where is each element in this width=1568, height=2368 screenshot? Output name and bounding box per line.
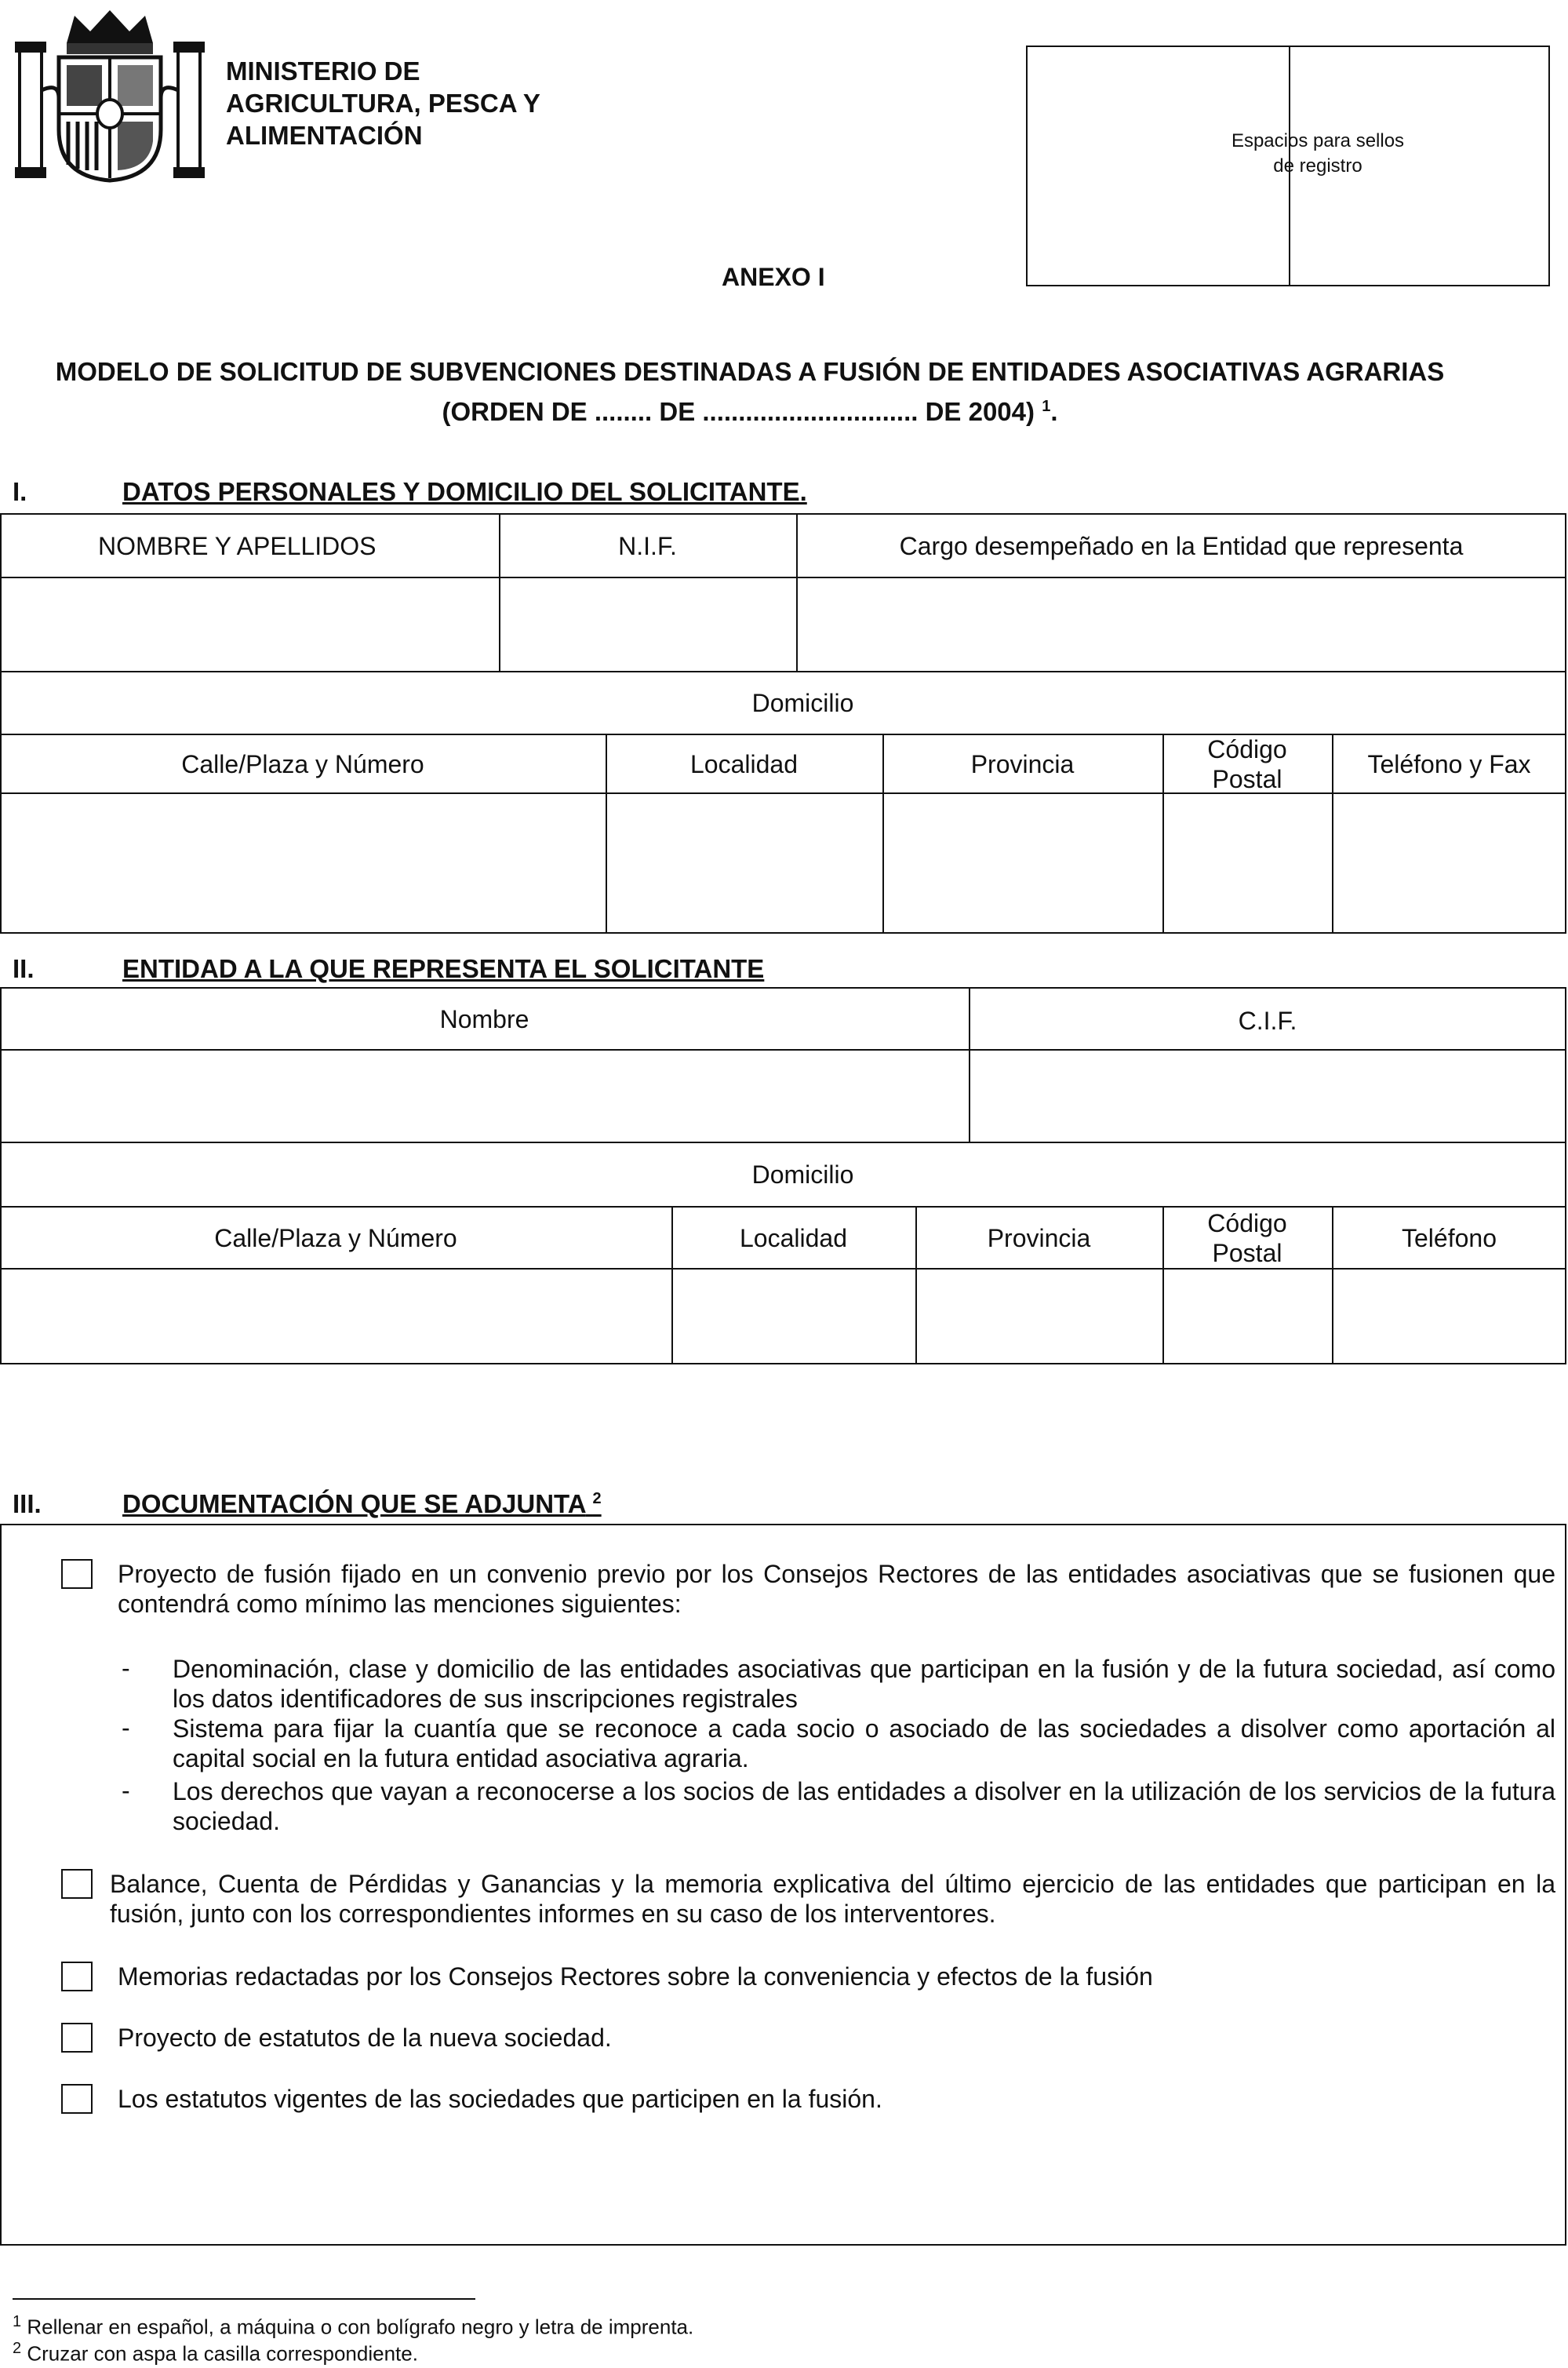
- s2-header-localidad: Localidad: [740, 1223, 847, 1252]
- section-1-title: DATOS PERSONALES Y DOMICILIO DEL SOLICITANTE.: [122, 477, 807, 506]
- footnote-ref-2: 2: [592, 1490, 602, 1507]
- sub-item-dash-2: -: [122, 1714, 130, 1742]
- footnote-ref-1: 1: [1042, 398, 1051, 415]
- s2-header-calle: Calle/Plaza y Número: [214, 1223, 457, 1252]
- item-balance: Balance, Cuenta de Pérdidas y Ganancias y la memoria explicativa del último ejercicio de las entidades que participan en la fusión, junto con los correspondientes informes en su caso de los interventores.: [110, 1870, 1555, 1928]
- footnote-2: $^2$ Cruzar con aspa la casilla correspondiente.: [13, 2340, 418, 2366]
- s1-header-telefono-fax: Teléfono y Fax: [1367, 749, 1531, 778]
- s1-header-nif: N.I.F.: [618, 531, 677, 560]
- ministry-line-1: MINISTERIO DE: [226, 56, 420, 86]
- s1-input-telefono-fax[interactable]: [1333, 794, 1565, 932]
- s2-header-nombre: Nombre: [439, 1004, 529, 1033]
- s2-input-calle[interactable]: [2, 1270, 670, 1363]
- s2-input-localidad[interactable]: [673, 1270, 914, 1363]
- form-title-line-1: MODELO DE SOLICITUD DE SUBVENCIONES DESTINADAS A FUSIÓN DE ENTIDADES ASOCIATIVAS AGRARIAS: [55, 357, 1445, 386]
- s1-input-provincia[interactable]: [884, 794, 1161, 932]
- item-proyecto-fusion: Proyecto de fusión fijado en un convenio previo por los Consejos Rectores de las entidades asociativas que se fusionen que contendrá como mínimo las menciones siguientes:: [118, 1560, 1555, 1618]
- footnote-1: $^1$ Rellenar en español, a máquina o con bolígrafo negro y letra de imprenta.: [13, 2313, 694, 2339]
- s1-domicilio-label: Domicilio: [751, 689, 854, 717]
- s1-header-codigo-postal: Código Postal: [1207, 734, 1287, 793]
- s1-input-localidad[interactable]: [607, 794, 881, 932]
- s1-header-name: NOMBRE Y APELLIDOS: [98, 531, 377, 560]
- coat-of-arms-logo: [12, 4, 208, 184]
- section-2-heading: [13, 954, 954, 985]
- s2-input-nombre[interactable]: [2, 1051, 967, 1140]
- sub-item-sistema: Sistema para fijar la cuantía que se reconoce a cada socio o asociado de las sociedades a disolver como aportación al capital social en la futura entidad asociativa agraria.: [173, 1714, 1555, 1772]
- s1-input-nif[interactable]: [500, 578, 795, 669]
- s2-input-cif[interactable]: [970, 1051, 1565, 1140]
- ministry-line-2: AGRICULTURA, PESCA Y: [226, 89, 540, 118]
- form-title-line-2: (ORDEN DE ........ DE .............................. DE 2004) $^1$.: [442, 397, 1058, 426]
- s1-header-localidad: Localidad: [690, 749, 798, 778]
- checkbox-memorias[interactable]: [61, 1962, 93, 1991]
- sub-item-dash-3: -: [122, 1776, 130, 1805]
- footnote-separator: [13, 2298, 475, 2300]
- s1-input-name[interactable]: [2, 578, 497, 669]
- section-1-heading: [13, 477, 954, 508]
- sub-item-dash-1: -: [122, 1654, 130, 1682]
- section-2-number: II.: [13, 954, 35, 983]
- item-estatutos-vigentes: Los estatutos vigentes de las sociedades que participen en la fusión.: [118, 2085, 882, 2113]
- s1-header-provincia: Provincia: [970, 749, 1075, 778]
- s1-header-cargo: Cargo desempeñado en la Entidad que representa: [899, 531, 1464, 560]
- section-3-title: DOCUMENTACIÓN QUE SE ADJUNTA $^2$: [122, 1489, 602, 1518]
- s2-input-provincia[interactable]: [917, 1270, 1161, 1363]
- s2-input-codigo-postal[interactable]: [1164, 1270, 1330, 1363]
- s2-header-provincia: Provincia: [987, 1223, 1091, 1252]
- ministry-name: [226, 55, 540, 151]
- s2-header-codigo-postal: Código Postal: [1207, 1208, 1287, 1267]
- section-1-number: I.: [13, 477, 27, 506]
- item-proyecto-estatutos: Proyecto de estatutos de la nueva sociedad.: [118, 2024, 612, 2052]
- s1-input-cargo[interactable]: [798, 578, 1565, 669]
- sub-item-denominacion: Denominación, clase y domicilio de las entidades asociativas que participan en la fusión y de la futura sociedad, así como los datos identificadores de sus inscripciones registrales: [173, 1655, 1555, 1713]
- section-3-number: III.: [13, 1489, 42, 1518]
- s1-header-calle: Calle/Plaza y Número: [181, 749, 424, 778]
- sub-item-derechos: Los derechos que vayan a reconocerse a los socios de las entidades a disolver en la utilización de los servicios de la futura sociedad.: [173, 1777, 1555, 1835]
- s2-header-cif: C.I.F.: [1238, 1006, 1297, 1035]
- stamp-box-label: Espacios para sellos de registro: [1231, 130, 1405, 177]
- s1-input-codigo-postal[interactable]: [1164, 794, 1330, 932]
- annex-label: ANEXO I: [722, 263, 825, 291]
- s1-input-calle[interactable]: [2, 794, 604, 932]
- checkbox-proyecto-fusion[interactable]: [61, 1559, 93, 1589]
- checkbox-estatutos-vigentes[interactable]: [61, 2084, 93, 2114]
- ministry-line-3: ALIMENTACIÓN: [226, 121, 423, 150]
- checkbox-balance[interactable]: [61, 1869, 93, 1899]
- item-memorias: Memorias redactadas por los Consejos Rectores sobre la conveniencia y efectos de la fusión: [118, 1962, 1153, 1991]
- s2-input-telefono[interactable]: [1333, 1270, 1565, 1363]
- s2-header-telefono: Teléfono: [1402, 1223, 1497, 1252]
- form-title: [13, 355, 1487, 429]
- checkbox-proyecto-estatutos[interactable]: [61, 2023, 93, 2053]
- s2-domicilio-label: Domicilio: [751, 1160, 854, 1189]
- section-3-heading: [13, 1489, 954, 1521]
- section-2-title: ENTIDAD A LA QUE REPRESENTA EL SOLICITANTE: [122, 954, 765, 983]
